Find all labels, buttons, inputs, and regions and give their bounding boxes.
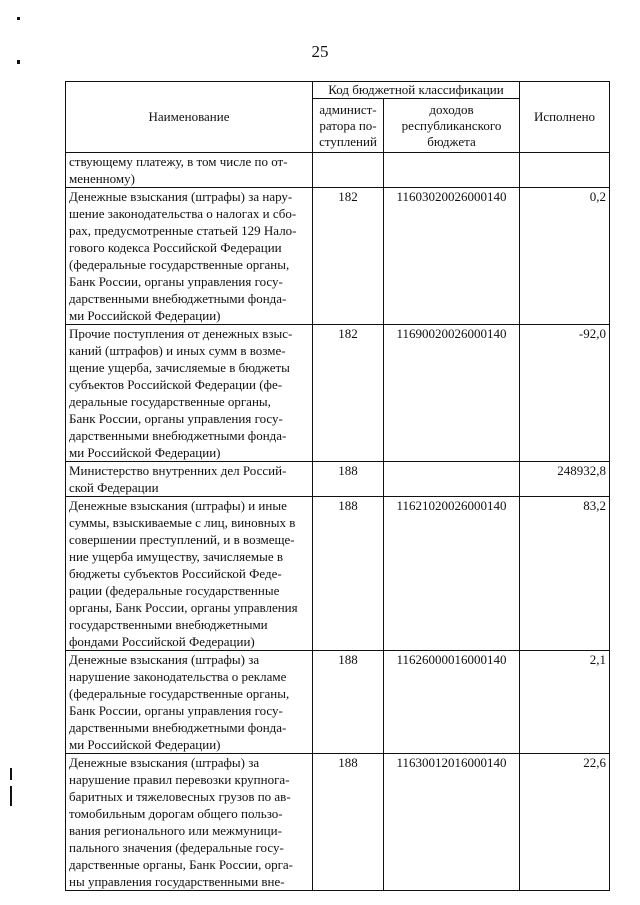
table-row (66, 188, 610, 325)
scan-mark (10, 786, 12, 806)
row-admin-code: 188 (313, 754, 384, 891)
scan-mark (17, 60, 20, 64)
row-executed-amount (520, 153, 610, 188)
header-executed: Исполнено (520, 82, 610, 153)
table-row (66, 497, 610, 651)
scan-mark (17, 17, 20, 20)
row-executed-amount: 83,2 (520, 497, 610, 651)
header-income (384, 99, 520, 153)
row-admin-code: 182 (313, 188, 384, 325)
row-income-code (384, 153, 520, 188)
table-row (66, 651, 610, 754)
row-executed-amount: 2,1 (520, 651, 610, 754)
row-income-code: 11621020026000140 (384, 497, 520, 651)
row-executed-amount: 248932,8 (520, 462, 610, 497)
table-header (66, 82, 610, 153)
header-admin (313, 99, 384, 153)
header-income-text: доходов республиканского бюджета (401, 101, 502, 149)
row-name: Денежные взыскания (штрафы) за нарушение правил перевозки крупнога- баритных и тяжеловесных грузов по ав- томобильным дорогам общего пользо- вания регионального или межмуници- пального значения (федеральные госу- дарственные органы, Банк России, орга- ны управления государственными вне- (66, 754, 313, 891)
table-row (66, 153, 610, 188)
row-name: Прочие поступления от денежных взыс- каний (штрафов) и иных сумм в возме- щение ущерба, зачисляемые в бюджеты субъектов Российской Федерации (фе- деральные государственные органы, Банк России, органы управления госу- дарственными внебюджетными фонда- ми Российской Федерации) (66, 325, 313, 462)
row-admin-code: 188 (313, 497, 384, 651)
budget-table (65, 81, 610, 891)
row-name: Денежные взыскания (штрафы) и иные суммы, взыскиваемые с лиц, виновных в совершении преступлений, и в возмеще- ние ущерба имуществу, зачисляемые в бюджеты субъектов Российской Феде- рации (федеральные государственные органы, Банк России, органы управления государственными внебюджетными фондами Российской Федерации) (66, 497, 313, 651)
table-row (66, 462, 610, 497)
row-executed-amount: 0,2 (520, 188, 610, 325)
header-name: Наименование (66, 82, 313, 153)
header-admin-text: админист- ратора по- ступлений (319, 101, 377, 149)
row-admin-code: 188 (313, 651, 384, 754)
row-income-code: 11630012016000140 (384, 754, 520, 891)
header-code-group: Код бюджетной классификации (313, 82, 520, 99)
row-executed-amount: -92,0 (520, 325, 610, 462)
row-income-code (384, 462, 520, 497)
row-name: Денежные взыскания (штрафы) за нарушение законодательства о рекламе (федеральные государственные органы, Банк России, органы управления госу- дарственными внебюджетными фонда- ми Российской Федерации) (66, 651, 313, 754)
row-admin-code (313, 153, 384, 188)
row-admin-code: 188 (313, 462, 384, 497)
row-income-code: 11690020026000140 (384, 325, 520, 462)
row-admin-code: 182 (313, 325, 384, 462)
table-row (66, 325, 610, 462)
row-name: Министерство внутренних дел Россий- ской Федерации (66, 462, 313, 497)
page-number: 25 (311, 42, 329, 61)
table-row (66, 754, 610, 891)
row-executed-amount: 22,6 (520, 754, 610, 891)
row-income-code: 11603020026000140 (384, 188, 520, 325)
table-body (66, 153, 610, 891)
row-name: Денежные взыскания (штрафы) за нару- шение законодательства о налогах и сбо- рах, предусмотренные статьей 129 Нало- гового кодекса Российской Федерации (федеральные государственные органы, Банк России, органы управления госу- дарственными внебюджетными фонда- ми Российской Федерации) (66, 188, 313, 325)
row-name: ствующему платежу, в том числе по от- мененному) (66, 153, 313, 188)
scan-mark (10, 768, 12, 780)
row-income-code: 11626000016000140 (384, 651, 520, 754)
